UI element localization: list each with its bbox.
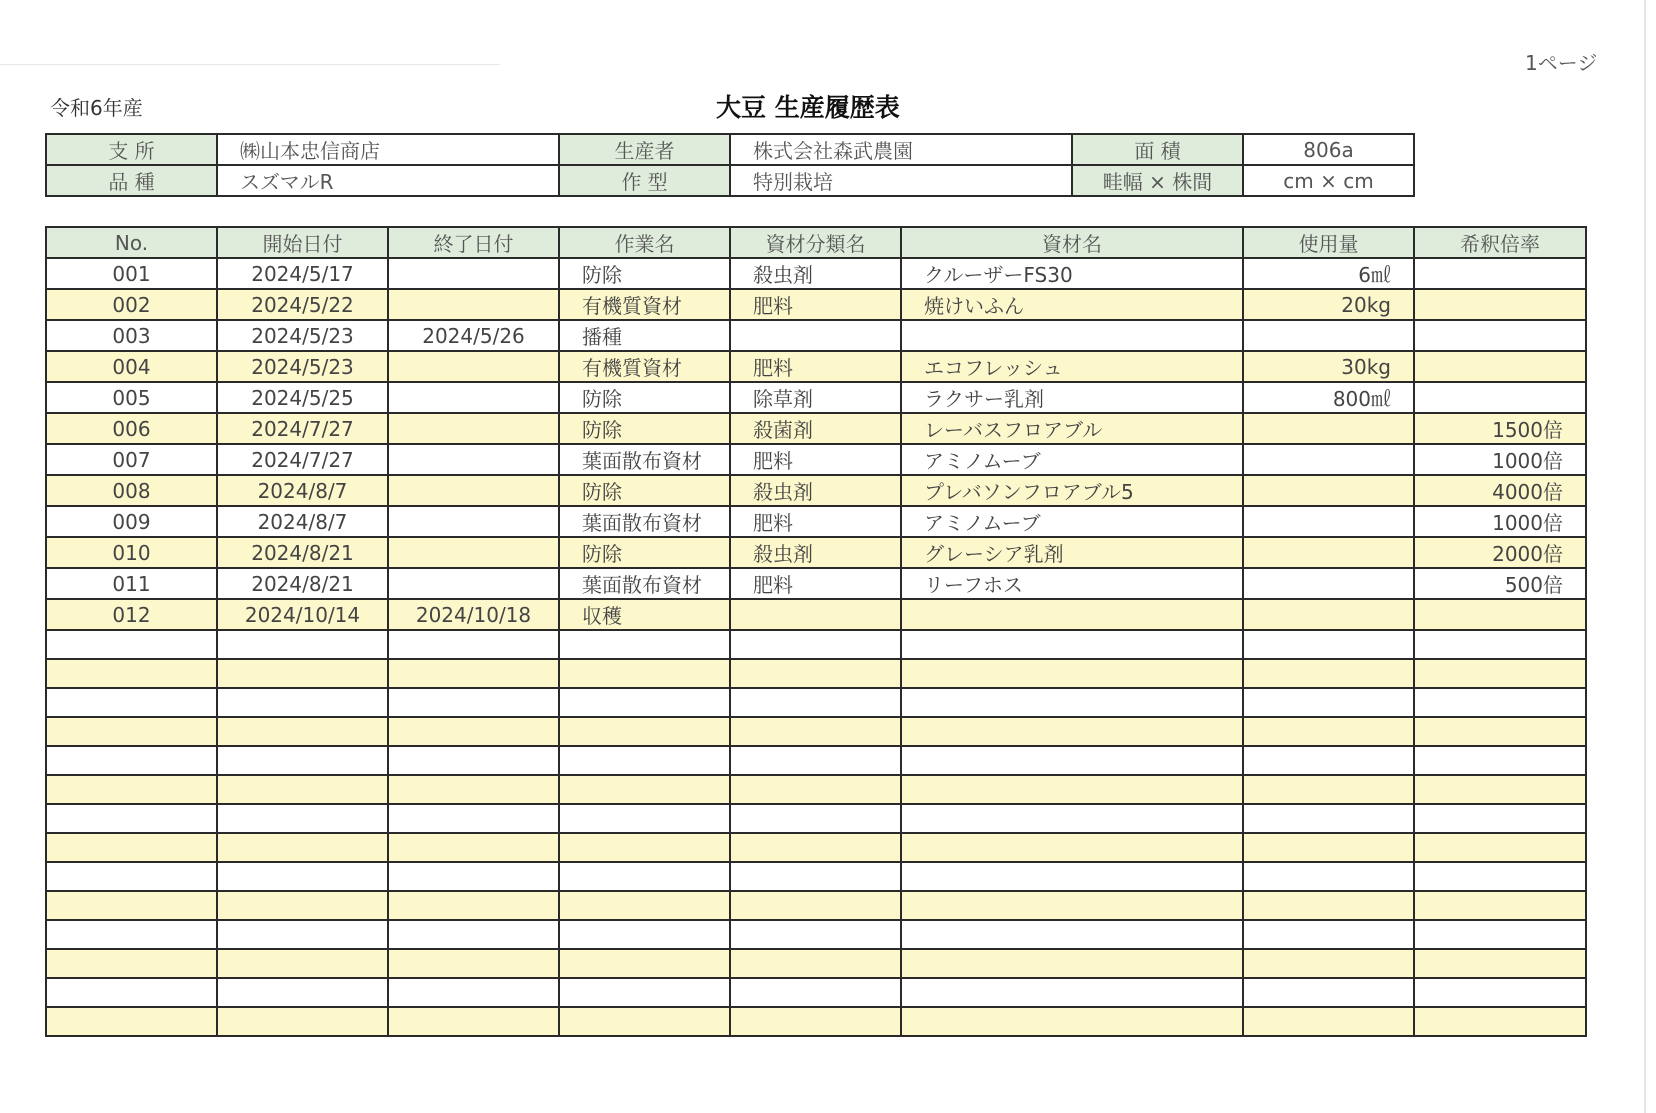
header-end-date: 終了日付 [388,227,559,258]
cell-material-category[interactable] [730,659,901,688]
cell-amount[interactable] [1243,688,1414,717]
cell-amount[interactable] [1243,568,1414,599]
cell-material-name[interactable] [901,862,1243,891]
cell-start-date[interactable] [217,862,388,891]
table-row [46,475,1586,506]
cell-no[interactable]: 004 [46,351,217,382]
empty-table-row [46,949,1586,978]
cell-material-name[interactable]: アミノムーブ [901,506,1243,537]
cell-no[interactable]: 009 [46,506,217,537]
cell-dilution[interactable] [1414,949,1586,978]
cell-material-name[interactable] [901,833,1243,862]
info-row [46,134,1414,165]
cell-material-name[interactable] [901,599,1243,630]
document-title: 大豆 生産履歴表 [716,93,900,122]
variety-label: 品 種 [46,165,217,196]
cell-amount[interactable] [1243,775,1414,804]
cell-end-date[interactable] [388,920,559,949]
empty-table-row [46,688,1586,717]
cell-work-name[interactable]: 防除 [559,537,730,568]
cell-start-date[interactable]: 2024/8/7 [217,506,388,537]
cell-end-date[interactable] [388,630,559,659]
cell-dilution[interactable] [1414,382,1586,413]
table-row [46,413,1586,444]
cell-material-name[interactable] [901,920,1243,949]
cell-material-name[interactable] [901,688,1243,717]
header-dilution: 希釈倍率 [1414,227,1586,258]
header-start-date: 開始日付 [217,227,388,258]
cell-no[interactable]: 010 [46,537,217,568]
cell-no[interactable] [46,775,217,804]
cell-amount[interactable]: 6㎖ [1243,258,1414,289]
cell-start-date[interactable]: 2024/5/17 [217,258,388,289]
cell-amount[interactable] [1243,1007,1414,1036]
cell-work-name[interactable]: 防除 [559,258,730,289]
cell-amount[interactable]: 800㎖ [1243,382,1414,413]
production-year: 令和6年産 [50,96,143,120]
cell-end-date[interactable] [388,659,559,688]
cell-material-name[interactable] [901,804,1243,833]
cell-work-name[interactable]: 葉面散布資材 [559,506,730,537]
cell-start-date[interactable]: 2024/10/14 [217,599,388,630]
cell-start-date[interactable] [217,1007,388,1036]
empty-table-row [46,804,1586,833]
cell-work-name[interactable]: 播種 [559,320,730,351]
cell-dilution[interactable]: 2000倍 [1414,537,1586,568]
cell-end-date[interactable] [388,475,559,506]
header-work-name: 作業名 [559,227,730,258]
producer-value[interactable]: 株式会社森武農園 [730,134,1072,165]
cell-material-category[interactable] [730,746,901,775]
cell-material-name[interactable] [901,891,1243,920]
cell-work-name[interactable]: 葉面散布資材 [559,444,730,475]
header-no: No. [46,227,217,258]
cell-work-name[interactable] [559,746,730,775]
empty-table-row [46,920,1586,949]
cell-work-name[interactable]: 有機質資材 [559,289,730,320]
cell-dilution[interactable] [1414,804,1586,833]
header-material-category: 資材分類名 [730,227,901,258]
table-row [46,351,1586,382]
cell-no[interactable] [46,630,217,659]
cell-work-name[interactable] [559,920,730,949]
cell-end-date[interactable] [388,258,559,289]
cell-dilution[interactable]: 1500倍 [1414,413,1586,444]
cell-no[interactable] [46,833,217,862]
cell-end-date[interactable] [388,1007,559,1036]
spacing-value[interactable]: cm × cm [1243,165,1414,196]
cell-work-name[interactable] [559,775,730,804]
table-row [46,382,1586,413]
cell-dilution[interactable] [1414,351,1586,382]
cell-no[interactable] [46,862,217,891]
cell-amount[interactable] [1243,717,1414,746]
cell-work-name[interactable] [559,659,730,688]
cell-material-name[interactable] [901,978,1243,1007]
empty-table-row [46,746,1586,775]
cell-start-date[interactable] [217,688,388,717]
cell-start-date[interactable]: 2024/8/21 [217,568,388,599]
cell-dilution[interactable] [1414,659,1586,688]
empty-table-row [46,775,1586,804]
cell-no[interactable]: 003 [46,320,217,351]
cell-end-date[interactable] [388,688,559,717]
cell-amount[interactable]: 20kg [1243,289,1414,320]
cell-amount[interactable] [1243,413,1414,444]
cell-material-category[interactable]: 殺虫剤 [730,537,901,568]
empty-table-row [46,659,1586,688]
cell-dilution[interactable]: 4000倍 [1414,475,1586,506]
cell-work-name[interactable] [559,717,730,746]
cell-amount[interactable] [1243,630,1414,659]
cell-material-name[interactable] [901,949,1243,978]
history-table [45,226,1587,1037]
cell-start-date[interactable]: 2024/5/23 [217,351,388,382]
cell-start-date[interactable] [217,746,388,775]
cell-start-date[interactable] [217,775,388,804]
cell-material-category[interactable] [730,920,901,949]
cell-dilution[interactable] [1414,717,1586,746]
info-row [46,165,1414,196]
history-header-row [46,227,1586,258]
cell-material-name[interactable] [901,717,1243,746]
cell-material-category[interactable] [730,804,901,833]
cell-material-name[interactable]: レーバスフロアブル [901,413,1243,444]
cell-amount[interactable] [1243,920,1414,949]
cell-end-date[interactable] [388,444,559,475]
cell-no[interactable] [46,659,217,688]
cell-dilution[interactable]: 1000倍 [1414,444,1586,475]
cell-start-date[interactable]: 2024/5/25 [217,382,388,413]
cell-end-date[interactable] [388,382,559,413]
variety-value[interactable]: スズマルR [217,165,559,196]
cell-start-date[interactable] [217,978,388,1007]
cell-no[interactable] [46,978,217,1007]
cell-material-category[interactable]: 殺虫剤 [730,475,901,506]
cell-no[interactable] [46,688,217,717]
cell-start-date[interactable]: 2024/5/23 [217,320,388,351]
cell-amount[interactable] [1243,833,1414,862]
cell-work-name[interactable] [559,891,730,920]
cell-dilution[interactable] [1414,289,1586,320]
cell-material-category[interactable] [730,630,901,659]
table-row [46,444,1586,475]
cell-dilution[interactable] [1414,630,1586,659]
cell-end-date[interactable] [388,833,559,862]
cell-amount[interactable] [1243,506,1414,537]
cell-material-category[interactable]: 除草剤 [730,382,901,413]
cell-material-category[interactable]: 肥料 [730,444,901,475]
cell-material-category[interactable]: 肥料 [730,568,901,599]
cell-no[interactable]: 001 [46,258,217,289]
cell-no[interactable]: 008 [46,475,217,506]
cell-start-date[interactable] [217,630,388,659]
cell-no[interactable]: 006 [46,413,217,444]
cell-material-category[interactable] [730,320,901,351]
cell-dilution[interactable] [1414,320,1586,351]
cell-amount[interactable] [1243,444,1414,475]
area-value[interactable]: 806a [1243,134,1414,165]
cell-amount[interactable] [1243,891,1414,920]
cell-no[interactable] [46,746,217,775]
cell-end-date[interactable]: 2024/10/18 [388,599,559,630]
cell-work-name[interactable]: 有機質資材 [559,351,730,382]
cell-end-date[interactable] [388,949,559,978]
cell-work-name[interactable] [559,688,730,717]
cropping-label: 作 型 [559,165,730,196]
cell-amount[interactable] [1243,475,1414,506]
cell-work-name[interactable] [559,978,730,1007]
header-amount: 使用量 [1243,227,1414,258]
cell-work-name[interactable] [559,1007,730,1036]
cell-dilution[interactable]: 1000倍 [1414,506,1586,537]
cell-end-date[interactable] [388,978,559,1007]
cell-amount[interactable] [1243,659,1414,688]
cell-material-name[interactable]: ラクサー乳剤 [901,382,1243,413]
cell-start-date[interactable] [217,920,388,949]
cell-dilution[interactable] [1414,833,1586,862]
cell-work-name[interactable]: 防除 [559,382,730,413]
cell-material-category[interactable] [730,775,901,804]
cell-amount[interactable] [1243,746,1414,775]
cell-end-date[interactable] [388,862,559,891]
cell-end-date[interactable] [388,413,559,444]
cell-start-date[interactable] [217,717,388,746]
empty-table-row [46,833,1586,862]
cell-material-category[interactable] [730,862,901,891]
cell-dilution[interactable] [1414,891,1586,920]
cell-amount[interactable] [1243,320,1414,351]
cell-no[interactable] [46,920,217,949]
cell-work-name[interactable] [559,862,730,891]
cell-end-date[interactable] [388,891,559,920]
cell-no[interactable] [46,949,217,978]
cell-no[interactable] [46,1007,217,1036]
cell-dilution[interactable] [1414,862,1586,891]
cell-no[interactable]: 007 [46,444,217,475]
info-table [45,133,1415,197]
cell-dilution[interactable] [1414,1007,1586,1036]
cell-dilution[interactable] [1414,920,1586,949]
cell-no[interactable]: 005 [46,382,217,413]
cell-no[interactable] [46,804,217,833]
cell-material-name[interactable]: クルーザーFS30 [901,258,1243,289]
cell-material-category[interactable]: 殺虫剤 [730,258,901,289]
cell-material-name[interactable]: アミノムーブ [901,444,1243,475]
area-label: 面 積 [1072,134,1243,165]
cropping-value[interactable]: 特別栽培 [730,165,1072,196]
cell-work-name[interactable] [559,949,730,978]
cell-start-date[interactable]: 2024/7/27 [217,444,388,475]
cell-material-name[interactable]: グレーシア乳剤 [901,537,1243,568]
cell-end-date[interactable]: 2024/5/26 [388,320,559,351]
cell-end-date[interactable] [388,775,559,804]
cell-material-name[interactable] [901,746,1243,775]
cell-work-name[interactable] [559,630,730,659]
cell-start-date[interactable] [217,804,388,833]
cell-material-name[interactable]: エコフレッシュ [901,351,1243,382]
cell-no[interactable]: 012 [46,599,217,630]
cell-material-category[interactable] [730,978,901,1007]
cell-start-date[interactable]: 2024/5/22 [217,289,388,320]
empty-table-row [46,978,1586,1007]
cell-start-date[interactable] [217,659,388,688]
cell-no[interactable] [46,717,217,746]
cell-work-name[interactable]: 防除 [559,475,730,506]
cell-material-category[interactable] [730,891,901,920]
cell-dilution[interactable]: 500倍 [1414,568,1586,599]
table-row [46,537,1586,568]
cell-dilution[interactable] [1414,688,1586,717]
cell-end-date[interactable] [388,289,559,320]
cell-amount[interactable] [1243,862,1414,891]
cell-material-category[interactable]: 肥料 [730,351,901,382]
cell-amount[interactable] [1243,804,1414,833]
cell-amount[interactable] [1243,537,1414,568]
empty-table-row [46,862,1586,891]
cell-material-category[interactable] [730,1007,901,1036]
cell-material-category[interactable]: 殺菌剤 [730,413,901,444]
header-rule [0,64,500,65]
cell-dilution[interactable] [1414,258,1586,289]
empty-table-row [46,891,1586,920]
table-row [46,258,1586,289]
cell-material-name[interactable] [901,320,1243,351]
cell-material-category[interactable] [730,599,901,630]
empty-table-row [46,1007,1586,1036]
cell-work-name[interactable] [559,804,730,833]
cell-material-name[interactable] [901,775,1243,804]
cell-material-name[interactable] [901,1007,1243,1036]
page-edge [1644,0,1646,1113]
cell-end-date[interactable] [388,804,559,833]
cell-work-name[interactable] [559,833,730,862]
cell-dilution[interactable] [1414,746,1586,775]
cell-material-name[interactable]: リーフホス [901,568,1243,599]
branch-label: 支 所 [46,134,217,165]
table-row [46,320,1586,351]
cell-material-category[interactable] [730,717,901,746]
cell-amount[interactable] [1243,949,1414,978]
cell-material-name[interactable]: プレバソンフロアブル5 [901,475,1243,506]
cell-material-name[interactable] [901,659,1243,688]
empty-table-row [46,717,1586,746]
cell-end-date[interactable] [388,717,559,746]
cell-end-date[interactable] [388,568,559,599]
cell-material-category[interactable] [730,688,901,717]
producer-label: 生産者 [559,134,730,165]
cell-start-date[interactable] [217,891,388,920]
cell-start-date[interactable] [217,949,388,978]
cell-amount[interactable] [1243,978,1414,1007]
table-row [46,599,1586,630]
spacing-label: 畦幅 × 株間 [1072,165,1243,196]
cell-material-category[interactable] [730,833,901,862]
header-material-name: 資材名 [901,227,1243,258]
cell-work-name[interactable]: 収穫 [559,599,730,630]
page-number: 1ページ [1525,51,1598,75]
table-row [46,568,1586,599]
table-row [46,506,1586,537]
cell-start-date[interactable] [217,833,388,862]
cell-start-date[interactable]: 2024/7/27 [217,413,388,444]
cell-start-date[interactable]: 2024/8/7 [217,475,388,506]
cell-no[interactable] [46,891,217,920]
cell-start-date[interactable]: 2024/8/21 [217,537,388,568]
branch-value[interactable]: ㈱山本忠信商店 [217,134,559,165]
cell-end-date[interactable] [388,746,559,775]
cell-end-date[interactable] [388,351,559,382]
cell-dilution[interactable] [1414,775,1586,804]
cell-material-name[interactable] [901,630,1243,659]
cell-end-date[interactable] [388,537,559,568]
cell-amount[interactable]: 30kg [1243,351,1414,382]
cell-work-name[interactable]: 防除 [559,413,730,444]
cell-amount[interactable] [1243,599,1414,630]
cell-material-category[interactable] [730,949,901,978]
cell-material-name[interactable]: 焼けいふん [901,289,1243,320]
cell-material-category[interactable]: 肥料 [730,289,901,320]
cell-dilution[interactable] [1414,599,1586,630]
cell-dilution[interactable] [1414,978,1586,1007]
table-row [46,289,1586,320]
empty-table-row [46,630,1586,659]
cell-material-category[interactable]: 肥料 [730,506,901,537]
cell-work-name[interactable]: 葉面散布資材 [559,568,730,599]
cell-no[interactable]: 002 [46,289,217,320]
cell-end-date[interactable] [388,506,559,537]
cell-no[interactable]: 011 [46,568,217,599]
